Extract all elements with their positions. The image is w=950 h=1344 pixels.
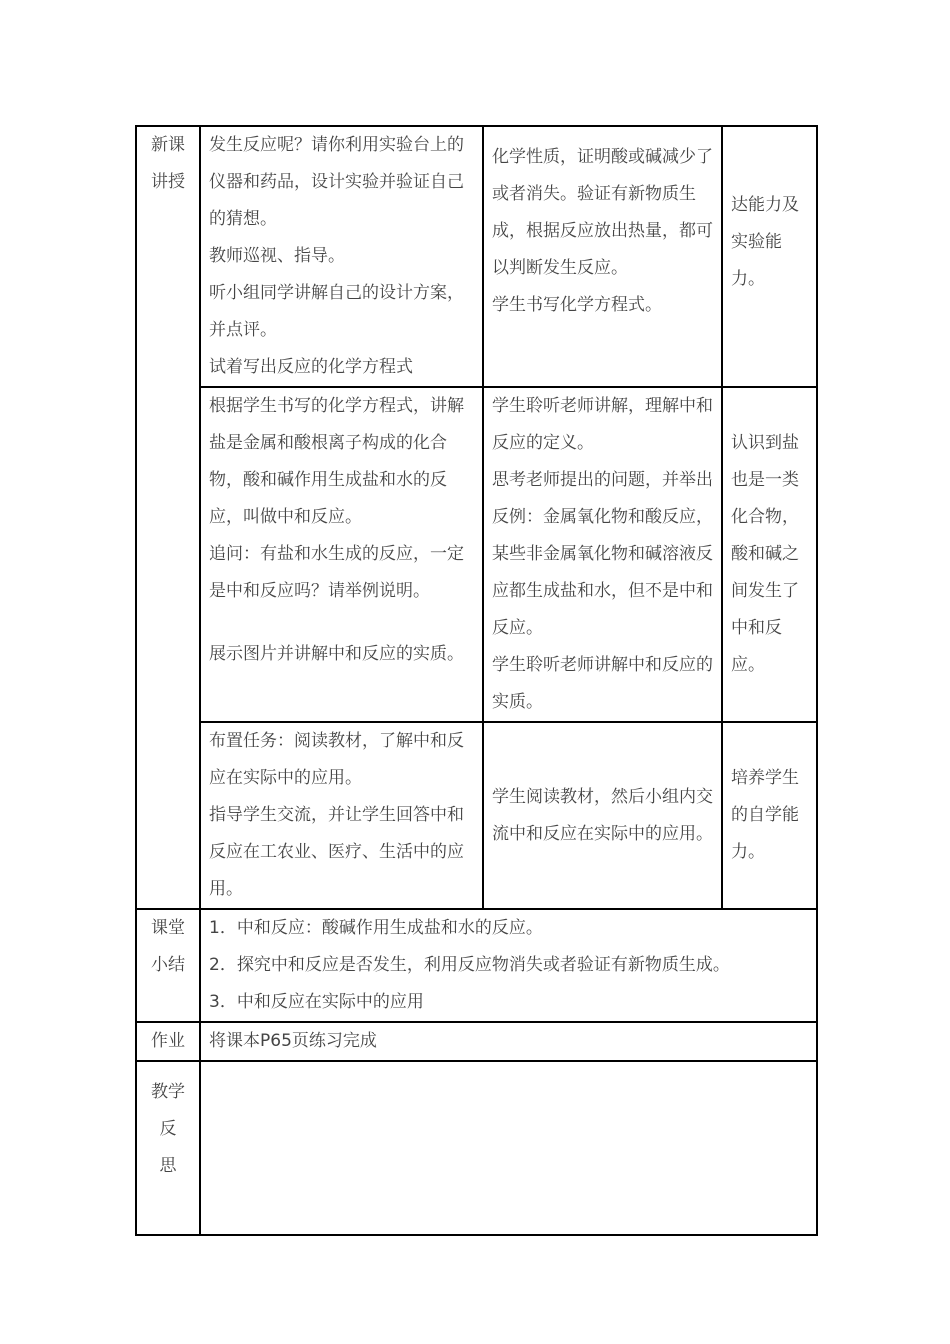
design-intent-cell xyxy=(722,387,817,722)
paragraph: 展示图片并讲解中和反应的实质。 xyxy=(209,644,464,664)
table-row xyxy=(136,1022,817,1061)
section-label-text: 新课讲授 xyxy=(151,135,185,192)
paragraph: 布置任务：阅读教材，了解中和反应在实际中的应用。 xyxy=(209,731,464,788)
section-label-text: 作业 xyxy=(151,1031,185,1051)
teacher-activity-cell xyxy=(200,126,483,387)
design-intent-cell xyxy=(722,126,817,387)
design-intent-text: 认识到盐也是一类化合物，酸和碱之间发生了中和反应。 xyxy=(731,433,799,675)
table-row xyxy=(136,1061,817,1235)
paragraph: 学生聆听老师讲解中和反应的实质。 xyxy=(492,655,713,712)
paragraph: 听小组同学讲解自己的设计方案，并点评。 xyxy=(209,283,464,340)
section-label-line: 反 xyxy=(159,1119,177,1139)
teacher-activity-cell xyxy=(200,387,483,722)
summary-item: 1．中和反应：酸碱作用生成盐和水的反应。 xyxy=(209,918,543,938)
paragraph: 化学性质，证明酸或碱减少了或者消失。验证有新物质生成，根据反应放出热量，都可以判断发生反应。 xyxy=(492,147,713,278)
summary-item: 2．探究中和反应是否发生，利用反应物消失或者验证有新物质生成。 xyxy=(209,955,730,975)
section-label-reflection xyxy=(136,1061,200,1235)
teacher-activity-cell xyxy=(200,722,483,909)
section-label-line: 教学 xyxy=(151,1082,185,1102)
summary-cell xyxy=(200,909,817,1022)
design-intent-text: 达能力及实验能力。 xyxy=(731,195,799,289)
paragraph: 指导学生交流，并让学生回答中和反应在工农业、医疗、生活中的应用。 xyxy=(209,805,464,899)
table-row xyxy=(136,722,817,909)
blank-line xyxy=(209,610,474,636)
section-label-summary xyxy=(136,909,200,1022)
paragraph: 学生聆听老师讲解，理解中和反应的定义。 xyxy=(492,396,713,453)
paragraph: 教师巡视、指导。 xyxy=(209,246,345,266)
section-label-homework xyxy=(136,1022,200,1061)
paragraph: 学生阅读教材，然后小组内交流中和反应在实际中的应用。 xyxy=(492,786,713,844)
paragraph: 根据学生书写的化学方程式，讲解盐是金属和酸根离子构成的化合物，酸和碱作用生成盐和水的反应，叫做中和反应。 xyxy=(209,396,464,527)
table-row xyxy=(136,909,817,1022)
student-activity-cell xyxy=(483,387,722,722)
section-label-text: 课堂小结 xyxy=(151,918,185,975)
student-activity-cell xyxy=(483,722,722,909)
lesson-plan-table xyxy=(135,125,818,1236)
design-intent-cell xyxy=(722,722,817,909)
table-row xyxy=(136,126,817,387)
design-intent-text: 培养学生的自学能力。 xyxy=(731,768,799,862)
homework-text: 将课本P65页练习完成 xyxy=(209,1031,377,1051)
reflection-cell xyxy=(200,1061,817,1235)
summary-item: 3．中和反应在实际中的应用 xyxy=(209,992,424,1012)
paragraph: 追问：有盐和水生成的反应，一定是中和反应吗？请举例说明。 xyxy=(209,544,464,601)
student-activity-cell xyxy=(483,126,722,387)
paragraph: 思考老师提出的问题，并举出反例：金属氧化物和酸反应，某些非金属氧化物和碱溶液反应都生成盐和水，但不是中和反应。 xyxy=(492,470,713,638)
paragraph: 发生反应呢？请你利用实验台上的仪器和药品，设计实验并验证自己的猜想。 xyxy=(209,135,464,229)
paragraph: 试着写出反应的化学方程式 xyxy=(209,357,413,377)
section-label-new-lesson xyxy=(136,126,200,909)
paragraph: 学生书写化学方程式。 xyxy=(492,295,662,315)
homework-cell xyxy=(200,1022,817,1061)
table-row xyxy=(136,387,817,722)
section-label-line: 思 xyxy=(159,1156,177,1176)
